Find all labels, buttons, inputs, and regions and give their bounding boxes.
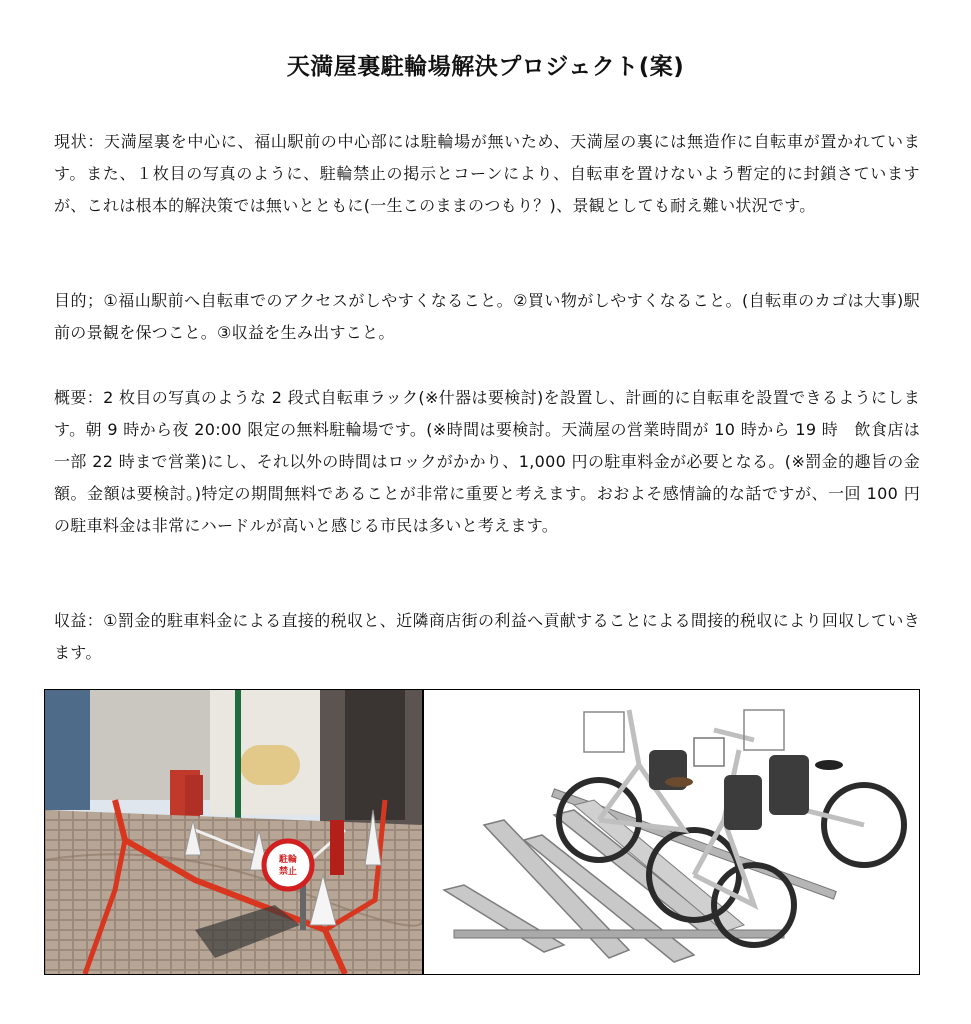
- photo-blocked-area: [45, 690, 424, 974]
- photo-bicycle-rack: [424, 690, 919, 974]
- paragraph-purpose: 目的；①福山駅前へ自転車でのアクセスがしやすくなること。②買い物がしやすくなること。(自転車のカゴは大事)駅前の景観を保つこと。③収益を生み出すこと。: [54, 291, 920, 342]
- photo-strip: [44, 689, 920, 975]
- two-tier-rack-illustration: [424, 690, 919, 974]
- street-scene-illustration: [45, 690, 422, 974]
- paragraph-current-status: 現状：天満屋裏を中心に、福山駅前の中心部には駐輪場が無いため、天満屋の裏には無造作に自転車が置かれています。また、１枚目の写真のように、駐輪禁止の掲示とコーンにより、自転車を置けないよう暫定的に封鎖さていますが、これは根本的解決策では無いとともに(一生このままのつもり？)、景観としても耐え難い状況です。: [54, 132, 920, 215]
- sign-text-line1: 駐輪: [278, 855, 298, 865]
- page-title: 天満屋裏駐輪場解決プロジェクト(案): [286, 54, 685, 80]
- paragraph-revenue: 収益：①罰金的駐車料金による直接的税収と、近隣商店街の利益へ貢献することによる間接的税収により回収していきます。: [54, 611, 920, 662]
- sign-text-line2: 禁止: [278, 867, 298, 877]
- paragraph-overview: 概要：2 枚目の写真のような 2 段式自転車ラック(※什器は要検討)を設置し、計画的に自転車を設置できるようにします。朝 9 時から夜 20:00 限定の無料駐輪場です。(※時間は要検討。天満屋の営業時間が 10 時から 19 時 飲食店は一部 22 時まで営業)にし、それ以外の時間はロックがかかり、1,000 円の駐車料金が必要となる。(※罰金的趣旨の金額。金額は要検討。)特定の期間無料であることが非常に重要と考えます。おおよそ感情論的な話ですが、一回 100 円の駐車料金は非常にハードルが高いと感じる市民は多いと考えます。: [54, 388, 920, 535]
